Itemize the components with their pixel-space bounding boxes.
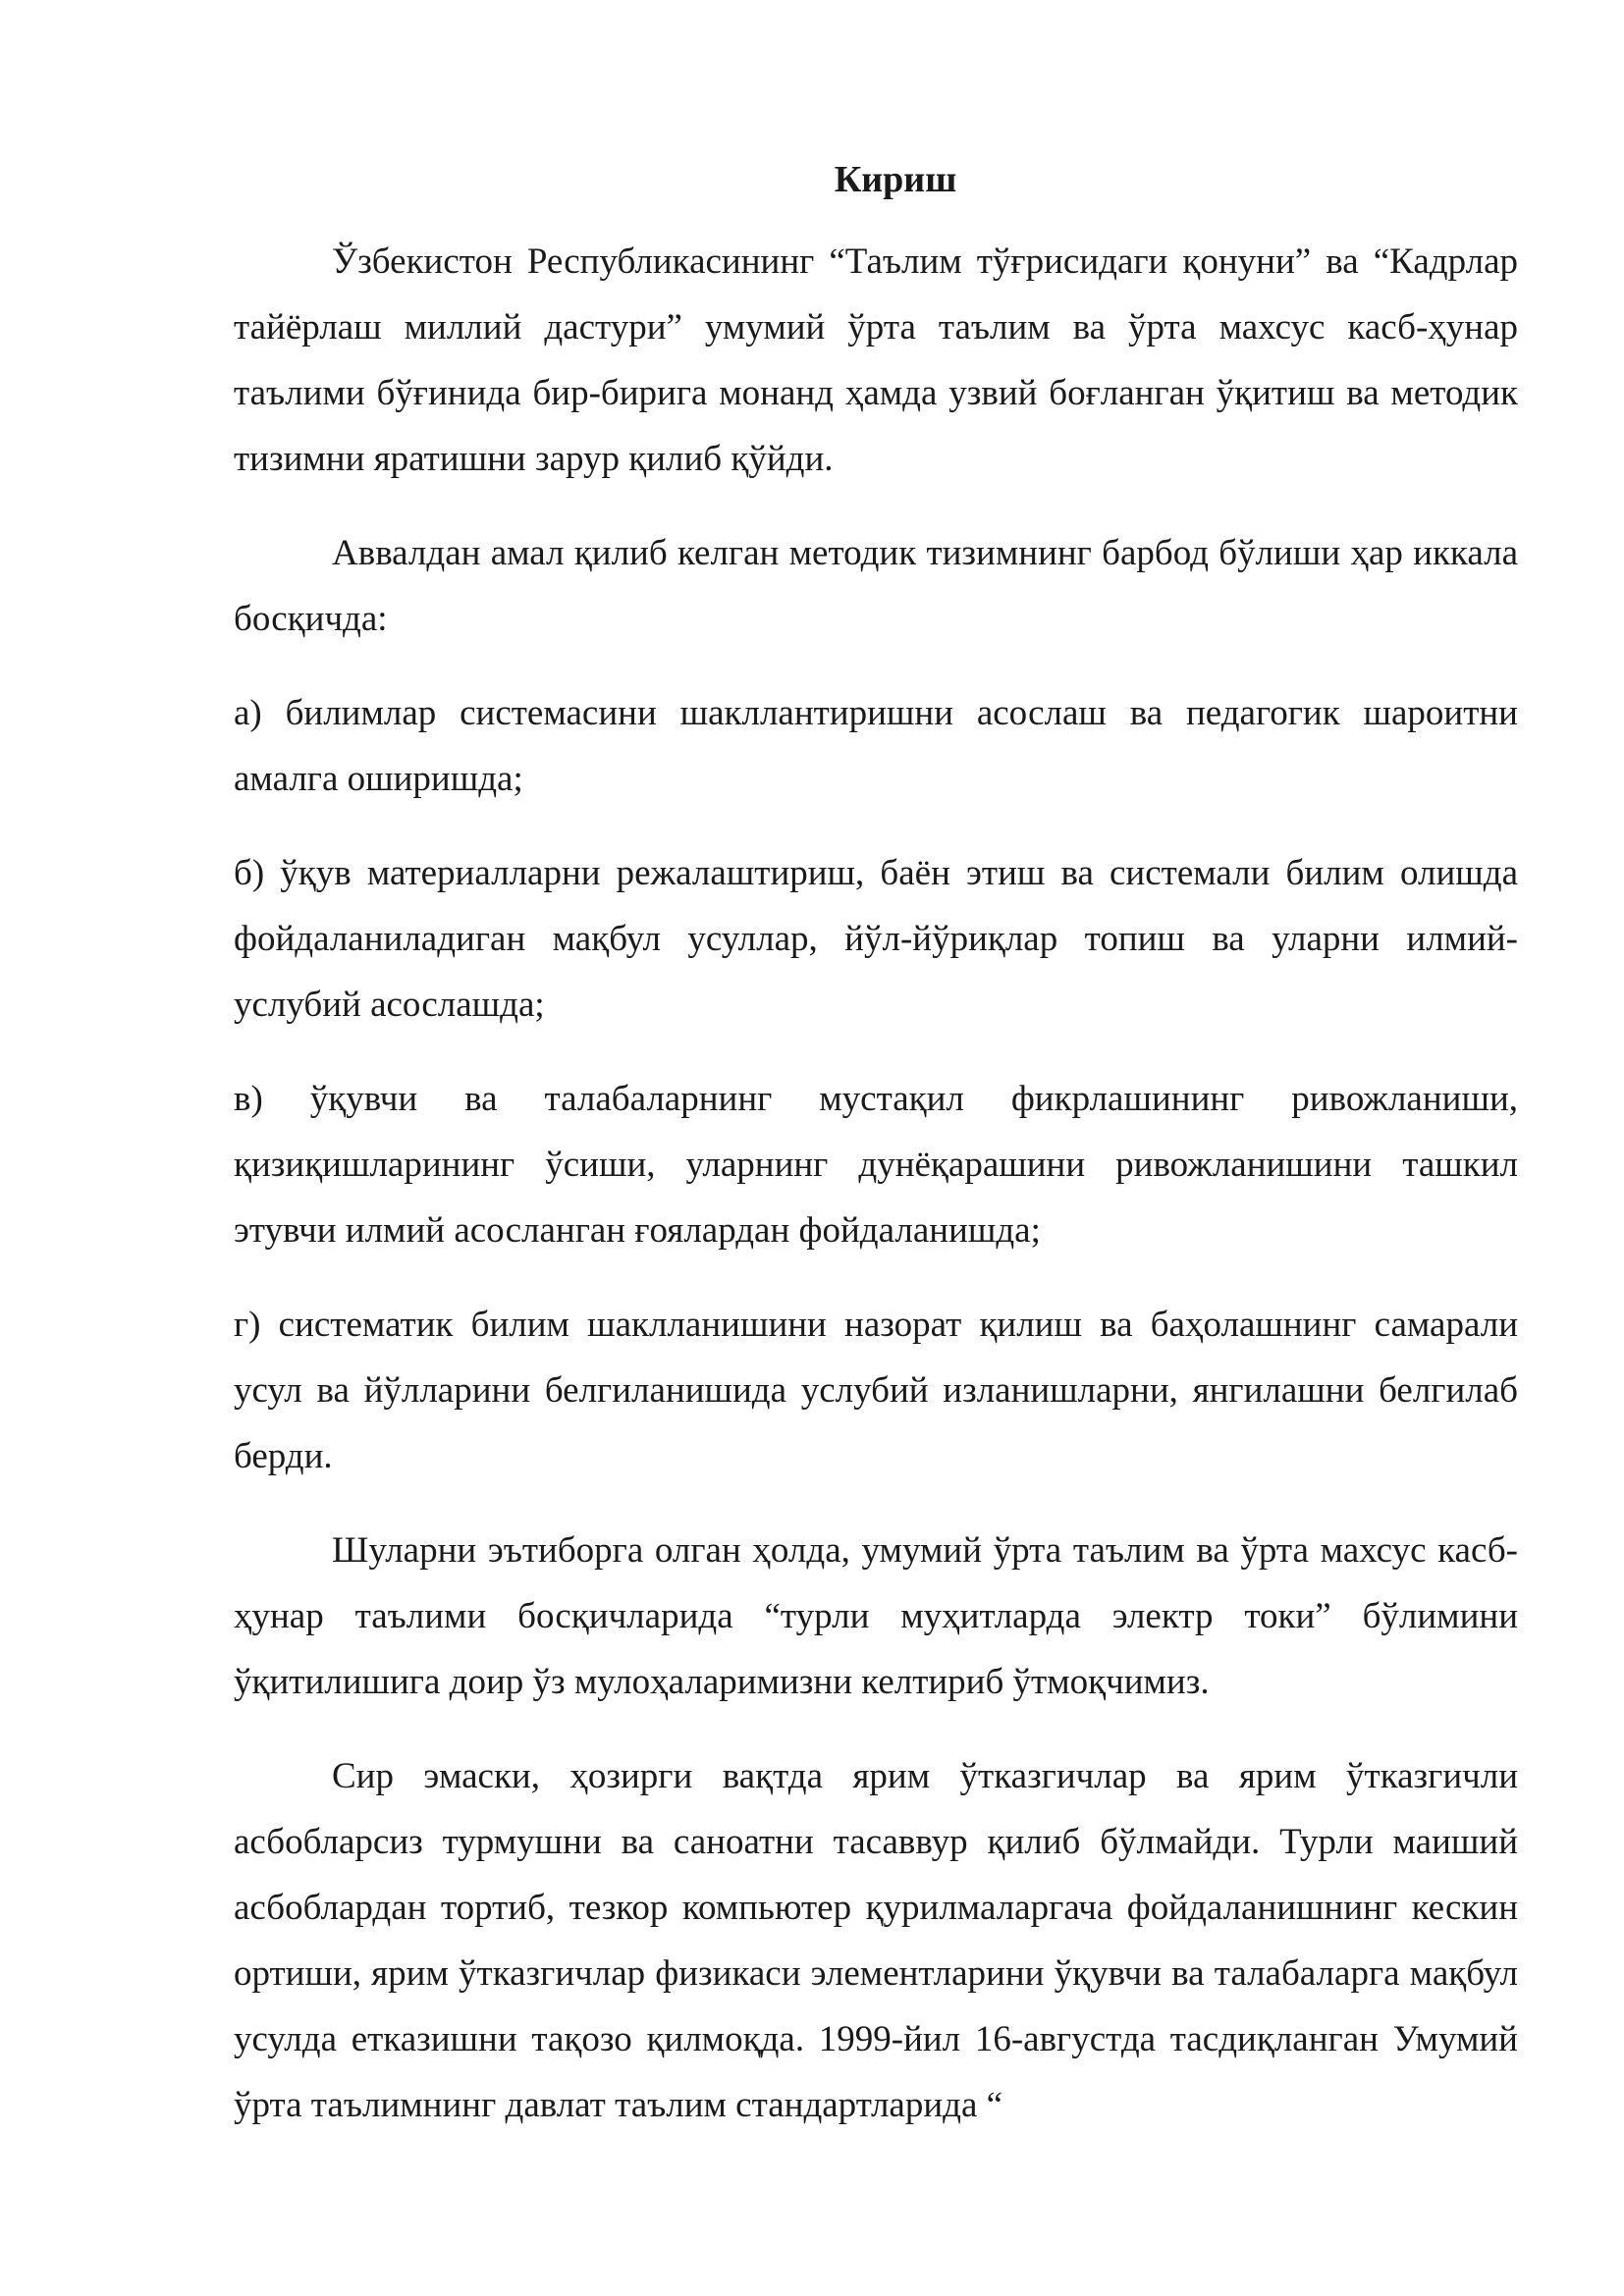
list-item-a: а) билимлар системасини шакллантиришни асослаш ва педагогик шароитни амалга оширишда; xyxy=(234,693,1518,799)
paragraph-semiconductors: Сир эмаски, ҳозирги вақтда ярим ўтказгичлар ва ярим ўтказгичли асбобларсиз турмушни ва саноатни тасаввур қилиб бўлмайди. Турли маиший асбоблардан тортиб, тезкор компьютер қурилмаларгача фойдаланишнинг кескин ортиши, ярим ўтказгичлар физикаси элементларини ўқувчи ва талабаларга мақбул усулда етказишни тақозо қилмоқда. 1999-йил 16-августда тасдиқланган Умумий ўрта таълимнинг давлат таълим стандартларида “ xyxy=(234,1756,1518,2125)
list-item-v: в) ўқувчи ва талабаларнинг мустақил фикрлашининг ривожланиши, қизиқишларининг ўсиши, уларнинг дунёқарашини ривожланишини ташкил этувчи илмий асосланган ғоялардан фойдаланишда; xyxy=(234,1079,1518,1251)
list-item-g: г) систематик билим шаклланишини назорат қилиш ва баҳолашнинг самарали усул ва йўлларини белгиланишида услубий изланишларни, янгилашни белгилаб берди. xyxy=(234,1305,1518,1476)
paragraph-methodic-system: Аввалдан амал қилиб келган методик тизимнинг барбод бўлиши ҳар иккала босқичда: xyxy=(234,533,1518,639)
paragraph-conclusion: Шуларни эътиборга олган ҳолда, умумий ўрта таълим ва ўрта махсус касб-ҳунар таълими босқичларида “турли муҳитларда электр токи” бўлимини ўқитилишига доир ўз мулоҳаларимизни келтириб ўтмоқчимиз. xyxy=(234,1530,1518,1702)
document-title: Кириш xyxy=(834,159,957,200)
document-page xyxy=(234,147,1518,2138)
list-item-b: б) ўқув материалларни режалаштириш, баён этиш ва системали билим олишда фойдаланиладиган мақбул усуллар, йўл-йўриқлар топиш ва уларни илмий-услубий асослашда; xyxy=(234,853,1518,1025)
paragraph-intro: Ўзбекистон Республикасининг “Таълим тўғрисидаги қонуни” ва “Кадрлар тайёрлаш миллий дастури” умумий ўрта таълим ва ўрта махсус касб-ҳунар таълими бўғинида бир-бирига монанд ҳамда узвий боғланган ўқитиш ва методик тизимни яратишни зарур қилиб қўйди. xyxy=(234,241,1518,479)
